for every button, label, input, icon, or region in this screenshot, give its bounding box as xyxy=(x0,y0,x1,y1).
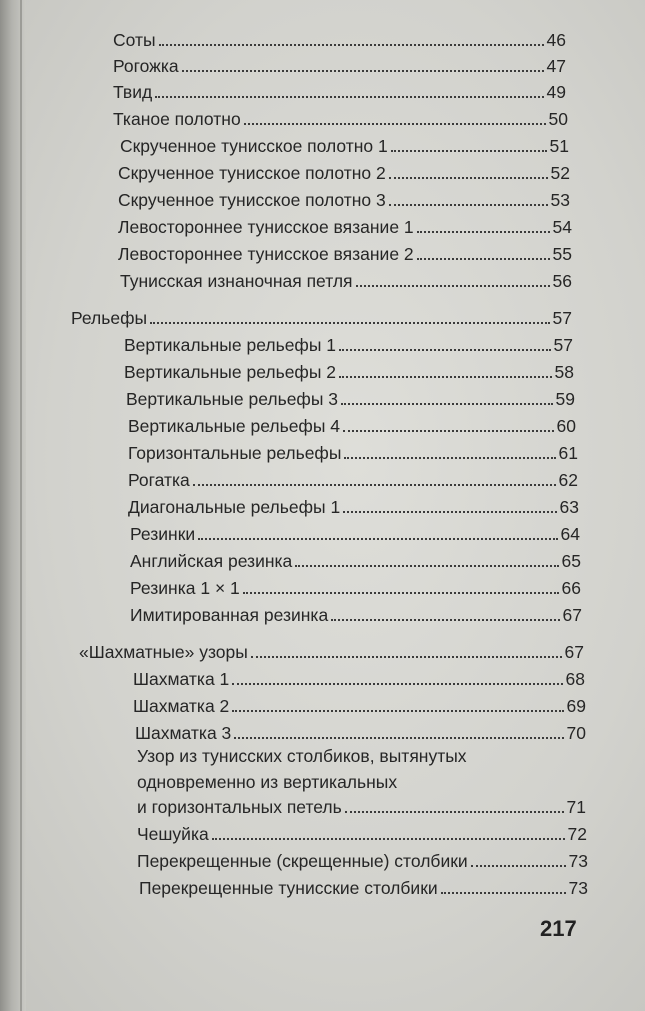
toc-entry-label: Перекрещенные тунисские столбики xyxy=(139,878,438,898)
toc-entry xyxy=(137,795,586,817)
toc-entry-label: Вертикальные рельефы 2 xyxy=(124,362,336,382)
toc-entry-label: Резинка 1 × 1 xyxy=(130,578,240,598)
leader-dots xyxy=(471,865,566,867)
toc-entry-label: Твид xyxy=(113,82,153,102)
leader-dots xyxy=(343,511,556,513)
toc-entry-page: 73 xyxy=(568,878,588,898)
toc-entry-page: 60 xyxy=(556,416,576,436)
toc-section-label: «Шахматные» узоры xyxy=(79,642,248,662)
toc-entry xyxy=(113,80,566,102)
toc-entry-page: 50 xyxy=(548,109,568,129)
toc-entry xyxy=(130,522,580,544)
toc-entry-label: Перекрещенные (скрещенные) столбики xyxy=(137,851,468,871)
toc-entry xyxy=(120,269,572,291)
toc-entry-page: 66 xyxy=(561,578,581,598)
toc-entry-label: Вертикальные рельефы 3 xyxy=(126,389,338,409)
toc-section-page: 67 xyxy=(564,642,584,662)
toc-entry xyxy=(118,242,572,264)
toc-entry-label: Шахматка 1 xyxy=(133,669,230,689)
toc-entry-page: 61 xyxy=(558,443,578,463)
toc-entry-page: 46 xyxy=(546,30,566,50)
leader-dots xyxy=(391,150,547,152)
toc-entry-label: Шахматка 3 xyxy=(135,723,232,743)
toc-entry-page: 59 xyxy=(555,389,575,409)
toc-entry xyxy=(126,387,575,409)
toc-entry-label: Вертикальные рельефы 1 xyxy=(124,335,336,355)
leader-dots xyxy=(341,403,553,405)
toc-entry xyxy=(130,576,581,598)
leader-dots xyxy=(150,322,549,324)
leader-dots xyxy=(331,619,559,621)
toc-entry-label: Соты xyxy=(113,30,156,50)
toc-entry-page: 69 xyxy=(566,696,586,716)
toc-entry-label: Вертикальные рельефы 4 xyxy=(128,416,340,436)
toc-entry xyxy=(135,721,586,743)
toc-entry-label: Диагональные рельефы 1 xyxy=(128,497,341,517)
toc-section-label: Рельефы xyxy=(71,308,148,328)
leader-dots xyxy=(244,123,546,125)
toc-section-page: 57 xyxy=(552,308,572,328)
leader-dots xyxy=(339,349,551,351)
toc-entry xyxy=(128,414,576,436)
toc-entry xyxy=(128,468,578,490)
toc-entry xyxy=(133,667,585,689)
toc-entry-label: Скрученное тунисское полотно 3 xyxy=(118,190,386,210)
toc-entry-page: 64 xyxy=(560,524,580,544)
toc-entry-page: 56 xyxy=(552,271,572,291)
toc-entry xyxy=(113,107,568,129)
leader-dots xyxy=(159,44,544,46)
toc-entry xyxy=(124,333,573,355)
toc-entry xyxy=(137,822,587,844)
toc-entry-page: 57 xyxy=(553,335,573,355)
toc-section xyxy=(71,306,572,328)
toc-entry-label: Имитированная резинка xyxy=(130,605,329,625)
toc-entry-page: 47 xyxy=(546,56,566,76)
toc-entry-label: Рогожка xyxy=(113,56,179,76)
toc-entry-page: 49 xyxy=(546,82,566,102)
toc-entry-label: Левостороннее тунисское вязание 1 xyxy=(118,217,414,237)
toc-entry-label: Тканое полотно xyxy=(113,109,241,129)
toc-entry xyxy=(130,603,582,625)
toc-entry-page: 63 xyxy=(559,497,579,517)
toc-entry xyxy=(128,441,578,463)
toc-entry-label: Чешуйка xyxy=(137,824,209,844)
toc-entry xyxy=(139,876,588,898)
toc-entry-page: 73 xyxy=(568,851,588,871)
toc-entry-label-line-3: и горизонтальных петель xyxy=(137,797,342,817)
leader-dots xyxy=(182,70,544,72)
toc-entry-label-line-1: Узор из тунисских столбиков, вытянутых xyxy=(137,746,467,766)
leader-dots xyxy=(343,430,554,432)
leader-dots xyxy=(389,177,548,179)
toc-entry xyxy=(137,849,588,871)
toc-entry-page: 68 xyxy=(565,669,585,689)
toc-entry xyxy=(118,215,572,237)
toc-entry-page: 70 xyxy=(566,723,586,743)
toc-entry-page: 54 xyxy=(552,217,572,237)
toc-entry xyxy=(130,549,581,571)
toc-entry xyxy=(113,54,566,76)
leader-dots xyxy=(339,376,552,378)
toc-entry-label: Шахматка 2 xyxy=(133,696,230,716)
toc-entry-page: 62 xyxy=(558,470,578,490)
toc-entry-page: 51 xyxy=(549,136,569,156)
leader-dots xyxy=(417,231,550,233)
leader-dots xyxy=(344,457,555,459)
toc-entry-page: 72 xyxy=(567,824,587,844)
leader-dots xyxy=(417,258,550,260)
toc-entry xyxy=(120,134,569,156)
toc-entry-label: Рогатка xyxy=(128,470,190,490)
leader-dots xyxy=(232,710,563,712)
page-number: 217 xyxy=(540,916,577,941)
leader-dots xyxy=(243,592,559,594)
toc-entry-page: 52 xyxy=(550,163,570,183)
toc-entry xyxy=(128,495,579,517)
toc-entry xyxy=(133,694,586,716)
leader-dots xyxy=(198,538,557,540)
leader-dots xyxy=(389,204,548,206)
toc-entry-page: 65 xyxy=(561,551,581,571)
toc-entry-label: Левостороннее тунисское вязание 2 xyxy=(118,244,414,264)
toc-entry-label: Английская резинка xyxy=(130,551,293,571)
leader-dots xyxy=(345,811,564,813)
leader-dots xyxy=(356,285,550,287)
leader-dots xyxy=(155,96,543,98)
toc-entry xyxy=(118,161,570,183)
leader-dots xyxy=(193,484,556,486)
toc-entry-page: 55 xyxy=(552,244,572,264)
toc-entry xyxy=(124,360,574,382)
toc-entry-page: 53 xyxy=(550,190,570,210)
leader-dots xyxy=(232,683,562,685)
leader-dots xyxy=(441,892,566,894)
leader-dots xyxy=(212,838,565,840)
leader-dots xyxy=(234,737,563,739)
toc-section xyxy=(79,640,584,662)
toc-entry-label: Скрученное тунисское полотно 2 xyxy=(118,163,386,183)
toc-entry-label: Тунисская изнаночная петля xyxy=(120,271,353,291)
toc-entry-page: 58 xyxy=(554,362,574,382)
toc-entry xyxy=(113,28,566,50)
toc-entry-label: Резинки xyxy=(130,524,196,544)
toc-entry-label-line-2: одновременно из вертикальных xyxy=(137,772,398,792)
toc-entry-label: Горизонтальные рельефы xyxy=(128,443,342,463)
toc-entry-page: 67 xyxy=(562,605,582,625)
toc-entry xyxy=(118,188,570,210)
leader-dots xyxy=(251,656,562,658)
toc-entry-label: Скрученное тунисское полотно 1 xyxy=(120,136,388,156)
toc-entry-page: 71 xyxy=(566,797,586,817)
leader-dots xyxy=(295,565,558,567)
